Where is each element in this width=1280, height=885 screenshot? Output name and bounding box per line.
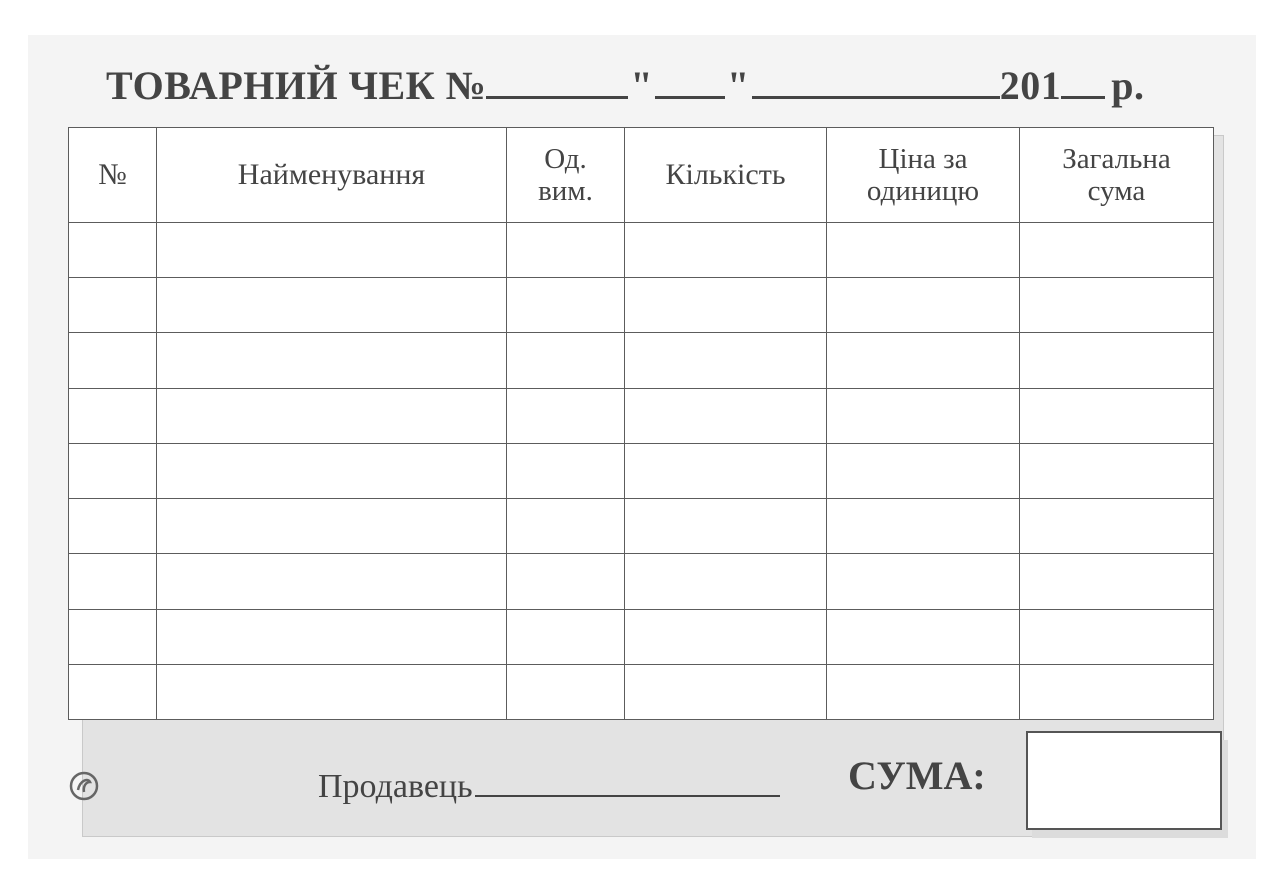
table-cell [625,223,827,278]
total-box [1026,731,1222,830]
table-cell [625,499,827,554]
seller-label: Продавець [318,768,473,805]
table-cell [507,443,625,498]
table-cell [827,388,1020,443]
total-label: СУМА: [848,753,986,798]
table-cell [1020,333,1214,388]
table-cell [157,554,507,609]
table-cell [157,388,507,443]
table-cell [69,333,157,388]
table-cell [69,223,157,278]
table-row [69,609,1214,664]
table-cell [507,609,625,664]
table-cell [625,278,827,333]
column-header-quantity: Кількість [625,128,827,223]
seller-field [318,768,780,806]
table-cell [827,223,1020,278]
table-cell [69,443,157,498]
table-cell [625,388,827,443]
month-blank [752,95,1000,99]
table-row [69,499,1214,554]
table-cell [1020,223,1214,278]
day-quote-close: " [727,63,750,108]
table-cell [1020,554,1214,609]
table-cell [827,333,1020,388]
seller-signature-line [475,794,780,797]
table-cell [827,609,1020,664]
table-cell [69,554,157,609]
column-header-number: № [69,128,157,223]
table-cell [507,554,625,609]
column-header-total: Загальна сума [1020,128,1214,223]
table-cell [157,499,507,554]
table-cell [507,664,625,719]
column-header-unit-price: Ціна за одиницю [827,128,1020,223]
printer-mark-icon [68,770,100,802]
table-header-row [69,128,1214,223]
table-cell [1020,388,1214,443]
table-cell [625,443,827,498]
table-cell [625,664,827,719]
table-cell [827,554,1020,609]
table-cell [507,278,625,333]
column-header-name: Найменування [157,128,507,223]
column-header-unit: Од. вим. [507,128,625,223]
table-cell [1020,278,1214,333]
table-cell [69,499,157,554]
year-suffix: р. [1111,63,1145,108]
table-cell [625,554,827,609]
day-blank [655,95,725,99]
table-cell [157,278,507,333]
table-row [69,278,1214,333]
title-label: ТОВАРНИЙ ЧЕК № [106,63,487,108]
table-cell [157,223,507,278]
table-cell [827,278,1020,333]
table-cell [69,664,157,719]
table-cell [69,388,157,443]
table-row [69,388,1214,443]
table-cell [157,664,507,719]
table-cell [827,664,1020,719]
table-cell [157,443,507,498]
table-row [69,443,1214,498]
day-quote-open: " [630,63,654,108]
table-cell [1020,664,1214,719]
table-cell [157,609,507,664]
table-cell [507,388,625,443]
receipt-title [106,62,1145,109]
table-row [69,664,1214,719]
table-row [69,333,1214,388]
table-cell [1020,443,1214,498]
year-prefix: 201 [999,63,1062,108]
table-row [69,223,1214,278]
receipt-number-blank [486,95,628,99]
table-cell [625,333,827,388]
table-cell [1020,609,1214,664]
table-cell [157,333,507,388]
table-cell [827,499,1020,554]
table-cell [507,499,625,554]
table-cell [507,333,625,388]
table-cell [1020,499,1214,554]
year-blank [1061,95,1105,99]
items-table [68,127,1214,720]
table-cell [69,278,157,333]
table-cell [827,443,1020,498]
table-row [69,554,1214,609]
table-cell [69,609,157,664]
table-cell [507,223,625,278]
table-cell [625,609,827,664]
